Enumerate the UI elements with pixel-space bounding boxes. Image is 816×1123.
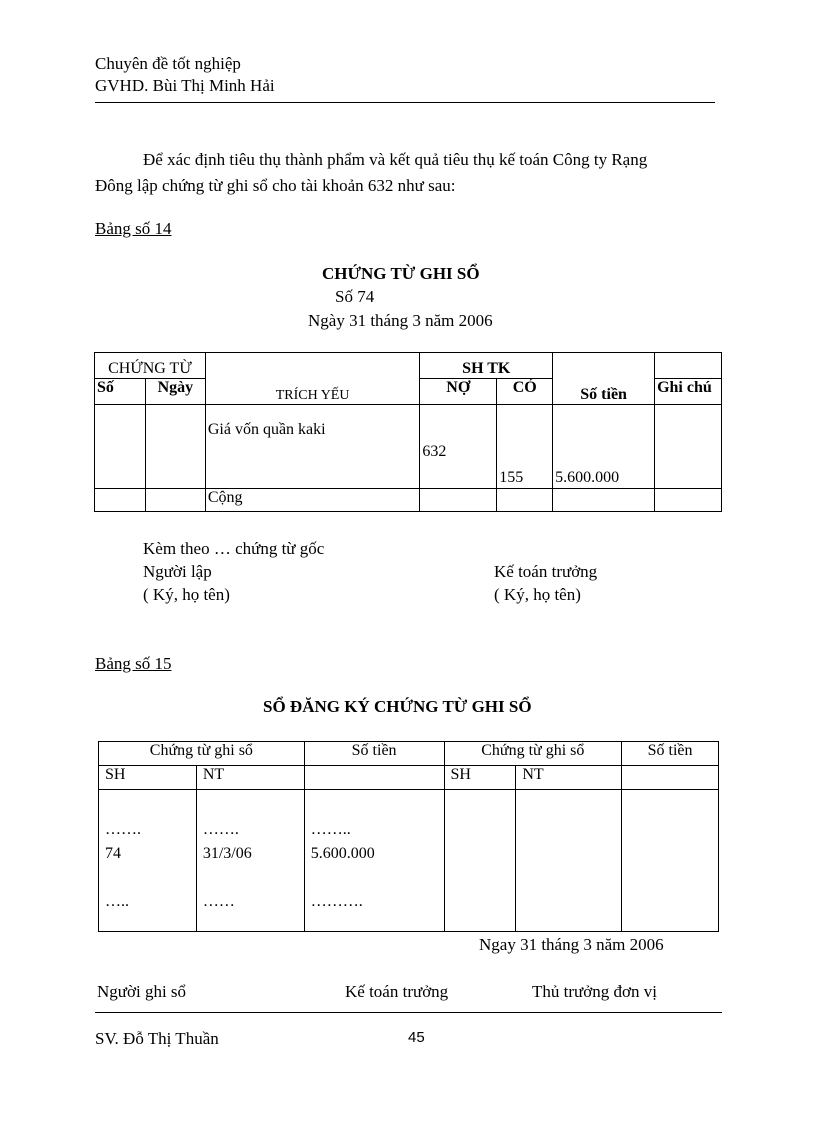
chief2-label: Kế toán trưởng xyxy=(345,982,449,1001)
recorder-label: Người ghi sổ xyxy=(97,982,187,1001)
header-divider xyxy=(95,102,715,103)
th-sotien-2: Số tiền xyxy=(622,742,719,766)
head-label: Thủ trưởng đơn vị xyxy=(532,982,657,1001)
col-nt-2 xyxy=(516,790,622,932)
header-title: Chuyên đề tốt nghiệp xyxy=(95,54,241,73)
th-nt-2: NT xyxy=(516,766,622,790)
th-so: Số xyxy=(95,379,146,405)
total-ngay xyxy=(145,489,205,512)
preparer-sign: ( Ký, họ tên) xyxy=(143,585,230,604)
chief-label: Kế toán trưởng xyxy=(494,562,598,581)
table15-date: Ngay 31 tháng 3 năm 2006 xyxy=(479,935,664,954)
col-sh-2 xyxy=(444,790,516,932)
chief-sign: ( Ký, họ tên) xyxy=(494,585,581,604)
table15-title: SỔ ĐĂNG KÝ CHỨNG TỪ GHI SỔ xyxy=(263,697,532,716)
cell-no: 632 xyxy=(420,405,497,489)
table14-number: Số 74 xyxy=(335,287,375,306)
col-amount-1 xyxy=(304,790,444,932)
th-sh-2: SH xyxy=(444,766,516,790)
cell-so-tien: 5.600.000 xyxy=(553,405,655,489)
nt-1-row-3: …… xyxy=(202,893,235,910)
total-co xyxy=(497,489,553,512)
total-ghi-chu xyxy=(655,489,722,512)
sh-1-row-1: ……. xyxy=(105,821,141,838)
th-nt-1: NT xyxy=(196,766,304,790)
table14 xyxy=(94,352,722,512)
preparer-label: Người lập xyxy=(143,562,212,581)
th-amount-2-blank xyxy=(622,766,719,790)
cell-ghi-chu xyxy=(655,405,722,489)
nt-1-row-1: ……. xyxy=(202,821,239,838)
th-co: CÓ xyxy=(497,379,553,405)
table15 xyxy=(98,741,719,932)
total-no xyxy=(420,489,497,512)
th-no: NỢ xyxy=(420,379,497,405)
th-sh-1: SH xyxy=(99,766,197,790)
sh-1-row-2: 74 xyxy=(105,845,121,862)
th-sh-tk: SH TK xyxy=(420,353,553,379)
th-chung-tu: CHỨNG TỪ xyxy=(95,353,206,379)
total-so xyxy=(95,489,146,512)
total-label: Cộng xyxy=(205,489,420,512)
th-ngay: Ngày xyxy=(145,379,205,405)
amount-1-row-2: 5.600.000 xyxy=(310,845,375,862)
header-advisor: GVHD. Bùi Thị Minh Hải xyxy=(95,76,275,95)
amount-1-row-1: …….. xyxy=(310,821,351,838)
th-ghi-chu: Ghi chú xyxy=(655,379,722,405)
th-ctgs-1: Chứng từ ghi sổ xyxy=(99,742,305,766)
nt-1-row-2: 31/3/06 xyxy=(202,845,252,862)
table14-label: Bảng số 14 xyxy=(95,219,172,238)
table14-title: CHỨNG TỪ GHI SỔ xyxy=(322,264,480,283)
footer-student: SV. Đỗ Thị Thuần xyxy=(95,1029,219,1048)
cell-so xyxy=(95,405,146,489)
th-sotien-1: Số tiền xyxy=(304,742,444,766)
cell-trich-yeu: Giá vốn quần kaki xyxy=(205,405,420,489)
sh-1-row-3: ….. xyxy=(105,893,129,910)
col-amount-2 xyxy=(622,790,719,932)
th-ghi-chu-blank xyxy=(655,353,722,379)
th-trich-yeu: TRÍCH YẾU xyxy=(205,353,420,405)
col-nt-1 xyxy=(196,790,304,932)
table15-label: Bảng số 15 xyxy=(95,654,172,673)
intro-line-1: Để xác định tiêu thụ thành phẩm và kết quả tiêu thụ kế toán Công ty Rạng xyxy=(143,150,648,169)
th-amount-1-blank xyxy=(304,766,444,790)
footer-divider xyxy=(95,1012,722,1013)
cell-ngay xyxy=(145,405,205,489)
page-number: 45 xyxy=(408,1029,425,1046)
table14-date: Ngày 31 tháng 3 năm 2006 xyxy=(308,311,493,330)
intro-line-2: Đông lập chứng từ ghi sổ cho tài khoản 632 như sau: xyxy=(95,176,456,195)
cell-co: 155 xyxy=(497,405,553,489)
col-sh-1 xyxy=(99,790,197,932)
total-so-tien xyxy=(553,489,655,512)
th-so-tien: Số tiền xyxy=(553,353,655,405)
amount-1-row-3: ………. xyxy=(310,893,363,910)
th-ctgs-2: Chứng từ ghi sổ xyxy=(444,742,622,766)
attached-docs: Kèm theo … chứng từ gốc xyxy=(143,539,325,558)
